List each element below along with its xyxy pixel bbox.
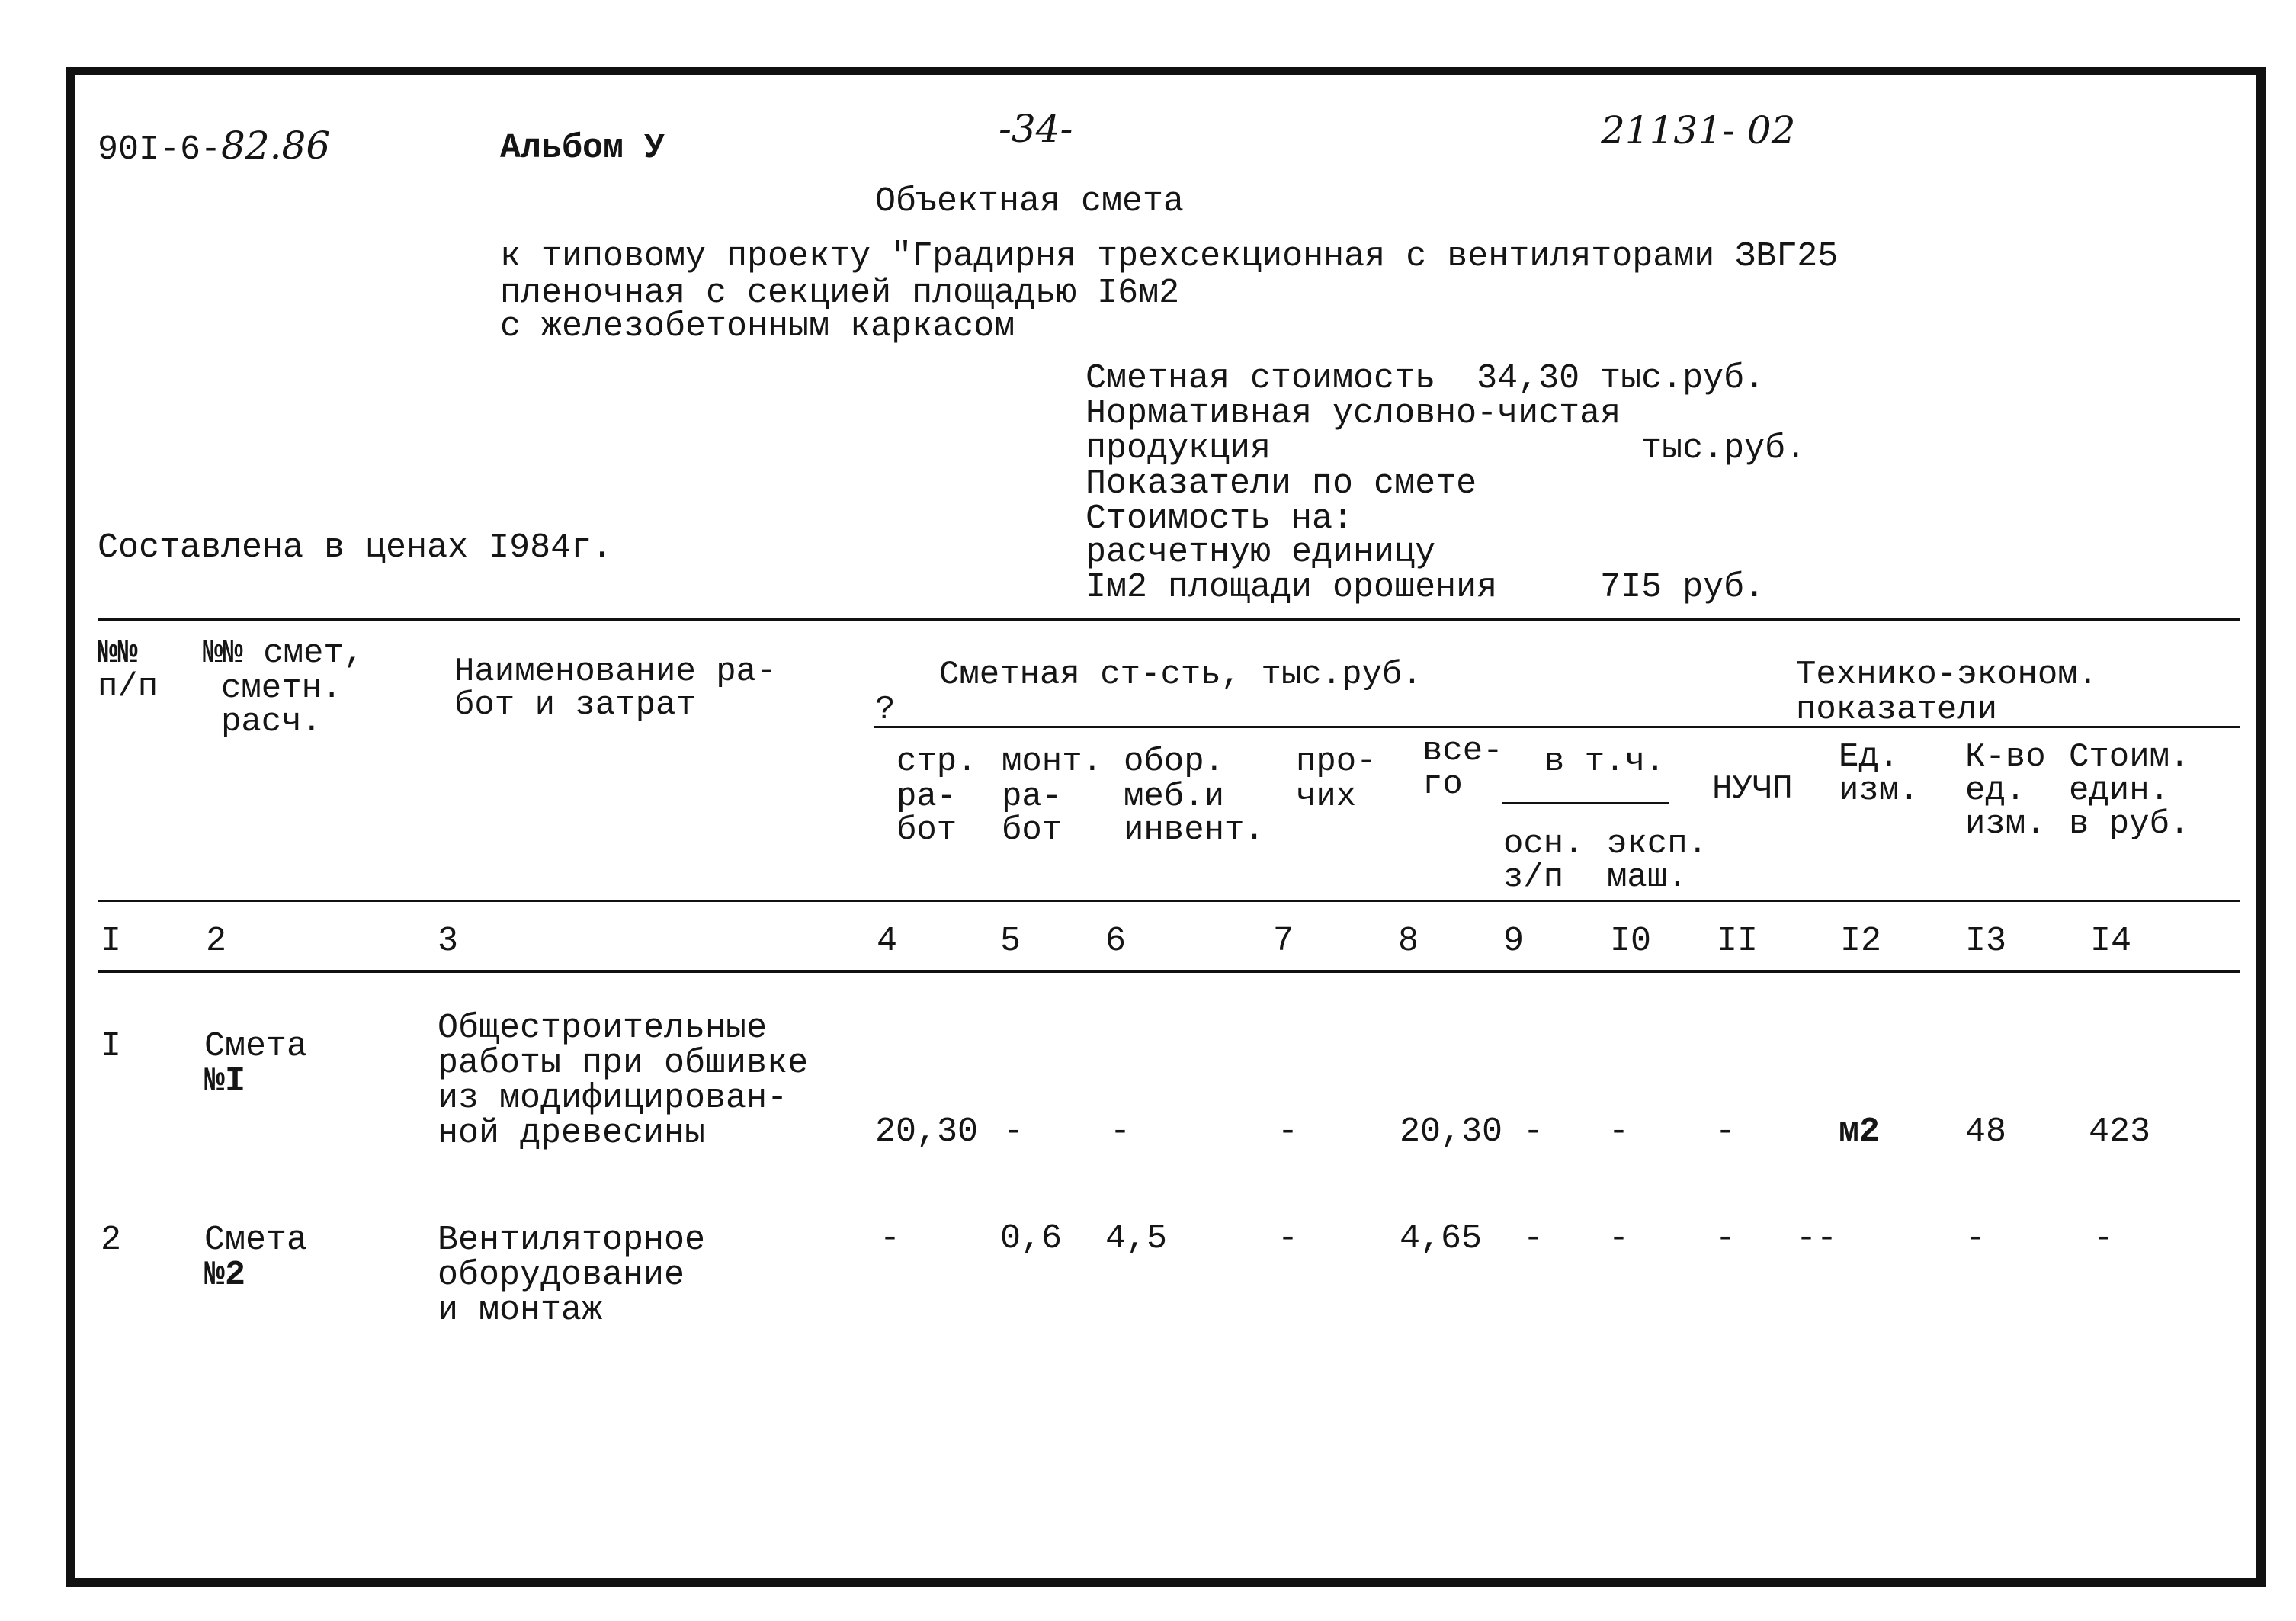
col-header-1b: п/п [98,668,159,706]
col-number: 8 [1398,922,1419,961]
drawing-code: 21131- 02 [1601,108,1796,152]
row-name: работы при обшивке [438,1044,809,1083]
group-tech-header-2: показатели [1796,691,1998,729]
indicators-label: Показатели по смете [1085,464,1477,503]
group-tech-header: Технико-эконом. [1796,656,2099,694]
row-num: I [101,1027,122,1066]
col-number: I0 [1610,922,1652,961]
col-header-6c: инвент. [1124,811,1265,849]
col-header-14: Стоим. [2069,738,2190,776]
col-number: 7 [1273,922,1294,961]
col-header-3: Наименование ра- [454,653,777,691]
col-number: 9 [1503,922,1525,961]
col-number: 6 [1105,922,1127,961]
row-c13: - [1965,1219,1987,1258]
row-c7: - [1278,1112,1299,1151]
row-num: 2 [101,1221,122,1260]
row-name: Вентиляторное [438,1221,706,1260]
col-header-7: про- [1296,743,1377,781]
doc-code: 90I-6-82.86 [98,124,331,169]
col-number: I [101,922,122,961]
col-header-14b: един. [2069,772,2170,810]
col-header-5b: ра- [1002,778,1063,816]
col-header-5: монт. [1002,743,1103,781]
estimate-heading: Объектная смета [875,182,1185,221]
row-c5: 0,6 [1000,1219,1063,1258]
row-c5: - [1003,1112,1025,1151]
row-c4: 20,30 [875,1112,979,1151]
col-header-2c: расч. [221,703,322,741]
row-c8: 4,65 [1400,1219,1483,1258]
col-header-9b: з/п [1503,859,1564,897]
row-c14: - [2093,1219,2115,1258]
col-header-6b: меб.и [1124,778,1225,816]
doc-code-handwritten: 82.86 [221,124,331,168]
col-number: I4 [2090,922,2132,961]
row-estimate: Смета [204,1221,308,1260]
row-c14: 423 [2089,1112,2151,1151]
prices-note: Составлена в ценах I984г. [98,528,613,567]
col-number: I2 [1840,922,1882,961]
row-c11: - [1715,1112,1736,1151]
row-estimate-no: №I [204,1062,246,1101]
col-header-5c: бот [1002,811,1063,849]
col-header-11: НУЧП [1712,770,1793,808]
col-header-10: эксп. [1607,825,1708,863]
row-estimate: Смета [204,1027,308,1066]
row-c9: - [1523,1219,1544,1258]
subgroup-header: в т.ч. [1544,743,1666,781]
header-group-rule [874,726,2240,728]
col-header-13: К-во [1965,738,2046,776]
col-number: 3 [438,922,459,961]
normative-product-1: Нормативная условно-чистая [1085,394,1621,433]
page-number: -34- [999,107,1073,151]
col-number: 5 [1000,922,1021,961]
row-c12: м2 [1839,1112,1881,1151]
col-header-4: стр. [896,743,977,781]
table-top-rule [98,618,2240,621]
numbers-bottom-rule [98,970,2240,973]
col-header-9: осн. [1503,825,1584,863]
row-c7: - [1278,1219,1299,1258]
cost-per-label: Стоимость на: [1085,499,1354,538]
col-header-4c: бот [896,811,957,849]
row-name: и монтаж [438,1291,603,1330]
row-c9: - [1523,1112,1544,1151]
estimated-cost: Сметная стоимость 34,30 тыс.руб. [1085,359,1765,398]
header-bottom-rule [98,900,2240,902]
row-c8: 20,30 [1400,1112,1503,1151]
row-name: ной древесины [438,1114,706,1153]
title-line-1: к типовому проекту "Градирня трехсекционная с вентиляторами ЗВГ25 [500,237,1839,276]
row-c10: - [1608,1219,1630,1258]
area-cost: Iм2 площади орошения 7I5 руб. [1085,568,1765,607]
col-header-1: №№ [98,634,138,672]
col-number: 4 [877,922,898,961]
row-c6: - [1110,1112,1131,1151]
row-estimate-no: №2 [204,1256,246,1295]
col-header-13b: ед. [1965,772,2026,810]
normative-product-2: продукция тыс.руб. [1085,429,1807,468]
col-header-2b: сметн. [221,669,342,708]
col-header-3b: бот и затрат [454,686,696,724]
col-header-10b: маш. [1607,859,1688,897]
row-name: оборудование [438,1256,685,1295]
col-header-7b: чих [1296,778,1357,816]
col-header-2: №№ смет, [203,634,364,672]
row-name: Общестроительные [438,1009,768,1048]
row-c11: - [1715,1219,1736,1258]
group-cost-header: Сметная ст-сть, тыс.руб. [939,656,1422,694]
row-c6: 4,5 [1105,1219,1168,1258]
group-cost-mark: ? [875,691,896,729]
row-c10: - [1608,1112,1630,1151]
col-header-12b: изм. [1839,772,1919,810]
col-header-13c: изм. [1965,805,2046,843]
col-header-14c: в руб. [2069,805,2190,843]
col-number: I3 [1965,922,2007,961]
col-number: II [1717,922,1759,961]
col-header-12: Ед. [1839,738,1900,776]
title-line-3: с железобетонным каркасом [500,307,1015,346]
row-c4: - [880,1219,901,1258]
title-line-2: пленочная с секцией площадью I6м2 [500,274,1180,313]
album-label: Альбом У [500,129,665,168]
subgroup-rule [1502,802,1669,804]
row-c13: 48 [1965,1112,2007,1151]
col-header-4b: ра- [896,778,957,816]
col-number: 2 [206,922,227,961]
row-name: из модифицирован- [438,1079,788,1118]
calc-unit-label: расчетную единицу [1085,533,1436,572]
col-header-8b: го [1422,766,1463,804]
col-header-8: все- [1422,732,1503,770]
col-header-6: обор. [1124,743,1225,781]
row-c12: -- [1796,1219,1838,1258]
